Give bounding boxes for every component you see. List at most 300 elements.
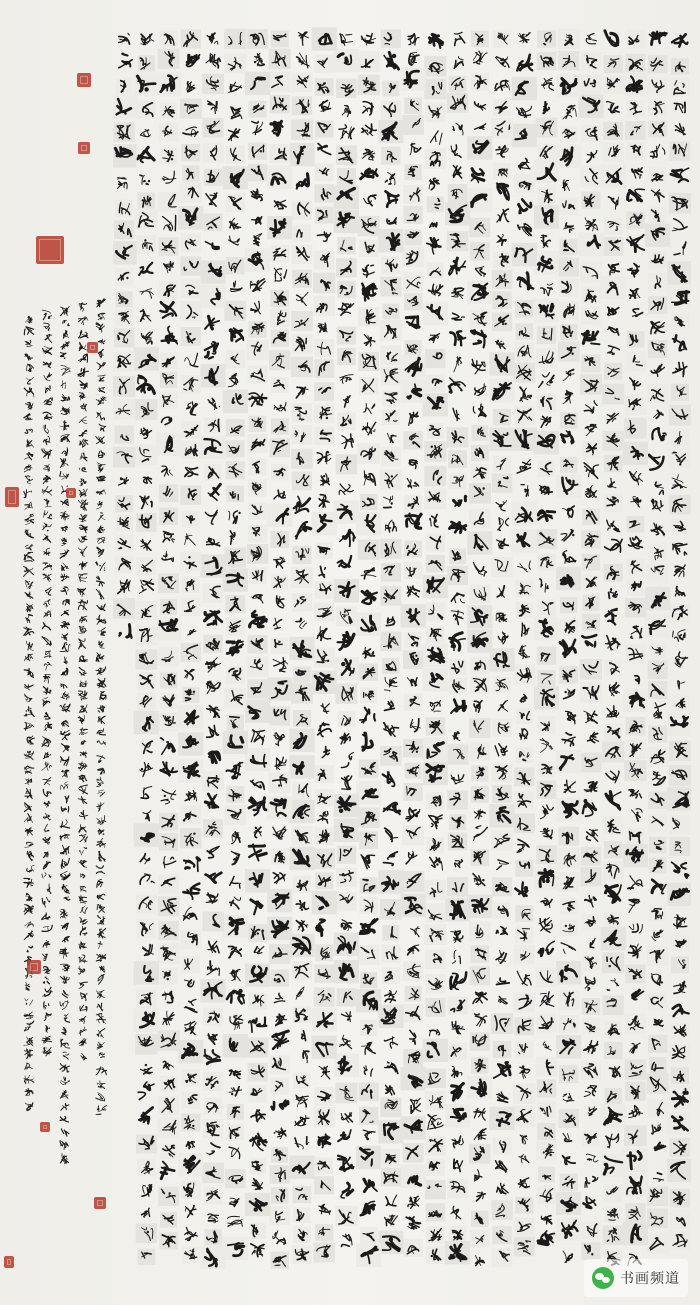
brush-glyph (61, 434, 70, 442)
brush-glyph (185, 1227, 198, 1240)
brush-glyph (163, 216, 176, 231)
text-column (401, 34, 426, 1257)
brush-glyph (43, 464, 49, 471)
text-column (289, 32, 314, 1264)
brush-glyph (360, 919, 377, 933)
brush-glyph (42, 925, 52, 931)
brush-glyph (296, 921, 307, 931)
brush-glyph (97, 476, 106, 481)
seal-top-left (77, 73, 91, 87)
brush-glyph (494, 1062, 511, 1078)
brush-glyph (475, 1170, 482, 1182)
brush-glyph (654, 410, 664, 418)
brush-glyph (296, 292, 308, 306)
brush-glyph (455, 860, 463, 868)
brush-glyph (161, 790, 176, 804)
brush-glyph (80, 926, 86, 935)
brush-glyph (79, 982, 88, 988)
brush-glyph (96, 562, 106, 571)
brush-glyph (341, 920, 351, 931)
brush-glyph (586, 829, 597, 841)
brush-glyph (62, 990, 68, 998)
brush-glyph (97, 729, 106, 735)
brush-glyph (563, 390, 573, 403)
brush-glyph (519, 159, 530, 170)
text-column (445, 32, 470, 1264)
brush-glyph (251, 189, 262, 200)
brush-glyph (25, 615, 32, 623)
brush-glyph (78, 966, 85, 974)
brush-glyph (44, 499, 51, 507)
brush-glyph (386, 617, 394, 626)
brush-glyph (249, 798, 266, 816)
text-column (200, 33, 225, 1269)
brush-glyph (25, 1103, 32, 1111)
brush-glyph (473, 404, 486, 417)
brush-glyph (79, 639, 86, 649)
brush-glyph (60, 964, 69, 971)
brush-glyph (274, 557, 286, 568)
brush-glyph (630, 378, 641, 390)
brush-glyph (276, 596, 283, 608)
brush-glyph (188, 630, 196, 636)
brush-glyph (80, 906, 87, 914)
brush-glyph (497, 539, 508, 548)
brush-glyph (540, 828, 552, 839)
brush-glyph (538, 511, 555, 520)
brush-glyph (251, 900, 262, 914)
brush-glyph (24, 552, 34, 561)
watermark-badge (584, 1259, 688, 1297)
brush-glyph (140, 130, 150, 137)
text-column (156, 31, 181, 1250)
brush-glyph (24, 905, 33, 915)
brush-glyph (673, 335, 687, 350)
brush-glyph (98, 339, 105, 344)
brush-glyph (652, 880, 666, 894)
brush-glyph (79, 574, 87, 582)
brush-glyph (473, 51, 487, 64)
brush-glyph (452, 1136, 464, 1148)
brush-glyph (143, 944, 154, 955)
brush-glyph (163, 532, 174, 543)
brush-glyph (208, 484, 220, 500)
brush-glyph (275, 757, 286, 769)
brush-glyph (629, 899, 640, 912)
brush-glyph (97, 547, 104, 557)
brush-glyph (317, 627, 331, 641)
brush-glyph (80, 1005, 87, 1011)
brush-glyph (362, 34, 376, 45)
brush-glyph (294, 496, 310, 513)
brush-glyph (497, 860, 509, 870)
brush-glyph (208, 941, 219, 953)
brush-glyph (541, 235, 551, 247)
text-column (356, 34, 381, 1267)
brush-glyph (79, 1039, 86, 1046)
brush-glyph (24, 694, 32, 701)
brush-glyph (320, 101, 331, 112)
text-column (667, 34, 691, 1250)
brush-glyph (607, 327, 618, 335)
brush-glyph (138, 1082, 154, 1100)
brush-glyph (606, 792, 621, 810)
brush-glyph (43, 599, 50, 607)
brush-glyph (519, 646, 530, 659)
brush-glyph (80, 728, 88, 735)
brush-glyph (80, 752, 87, 758)
brush-glyph (363, 647, 375, 658)
brush-glyph (609, 264, 620, 275)
brush-glyph (60, 306, 69, 315)
brush-glyph (543, 1042, 551, 1051)
brush-glyph (79, 955, 88, 963)
brush-glyph (563, 1251, 573, 1262)
brush-glyph (250, 611, 267, 627)
brush-glyph (296, 387, 308, 398)
brush-glyph (80, 616, 87, 623)
text-column (223, 29, 248, 1260)
brush-glyph (25, 530, 33, 538)
brush-glyph (98, 451, 104, 458)
brush-glyph (410, 143, 421, 155)
text-column (512, 33, 537, 1257)
brush-glyph (184, 1000, 196, 1013)
brush-glyph (187, 82, 195, 93)
brush-glyph (561, 530, 574, 541)
brush-glyph (60, 1064, 69, 1073)
brush-glyph (584, 1086, 596, 1097)
brush-glyph (62, 1028, 66, 1035)
brush-glyph (628, 264, 639, 277)
brush-glyph (673, 362, 687, 376)
brush-glyph (61, 923, 69, 930)
brush-glyph (96, 589, 104, 599)
brush-glyph (475, 124, 486, 130)
brush-glyph (631, 990, 643, 999)
brush-glyph (80, 834, 88, 842)
brush-glyph (60, 1116, 69, 1122)
brush-glyph (79, 439, 88, 447)
brush-glyph (208, 1034, 217, 1045)
brush-glyph (540, 486, 553, 495)
brush-glyph (79, 536, 88, 542)
brush-glyph (586, 34, 596, 44)
brush-glyph (98, 790, 105, 796)
text-column (601, 31, 626, 1268)
brush-glyph (230, 876, 240, 888)
brush-glyph (207, 725, 219, 737)
brush-glyph (79, 1027, 86, 1036)
brush-glyph (585, 895, 596, 907)
text-column (534, 30, 559, 1244)
brush-glyph (629, 790, 641, 798)
brush-glyph (475, 384, 486, 396)
brush-glyph (652, 930, 663, 940)
brush-glyph (79, 668, 86, 676)
brush-glyph (274, 618, 282, 629)
brush-glyph (25, 340, 32, 346)
brush-glyph (205, 510, 217, 524)
brush-glyph (43, 778, 51, 785)
brush-glyph (61, 1154, 69, 1164)
brush-glyph (520, 387, 532, 401)
brush-glyph (27, 866, 35, 873)
brush-glyph (81, 741, 86, 745)
brush-glyph (24, 627, 34, 635)
brush-glyph (585, 977, 595, 990)
brush-glyph (496, 1092, 508, 1102)
postscript-column (24, 316, 35, 1110)
brush-glyph (24, 751, 34, 760)
brush-glyph (207, 681, 220, 694)
brush-glyph (451, 593, 464, 603)
brush-glyph (25, 354, 33, 360)
brush-glyph (78, 368, 89, 377)
brush-glyph (362, 1042, 376, 1054)
brush-glyph (230, 897, 241, 909)
brush-glyph (78, 715, 84, 724)
brush-glyph (318, 144, 331, 155)
brush-glyph (563, 1133, 571, 1141)
brush-glyph (563, 1093, 574, 1102)
brush-glyph (673, 544, 687, 555)
brush-glyph (584, 1197, 596, 1208)
brush-glyph (44, 436, 50, 445)
brush-glyph (585, 486, 596, 498)
brush-glyph (60, 550, 68, 559)
brush-glyph (475, 266, 485, 276)
brush-glyph (296, 987, 304, 999)
brush-glyph (319, 1204, 330, 1214)
brush-glyph (80, 479, 86, 486)
brush-glyph (98, 375, 106, 381)
brush-glyph (339, 1035, 351, 1048)
brush-glyph (162, 327, 178, 344)
brush-glyph (338, 556, 352, 567)
brush-glyph (561, 431, 574, 444)
brush-glyph (44, 398, 52, 405)
brush-glyph (363, 733, 372, 751)
postscript-inscription (20, 295, 110, 1235)
brush-glyph (454, 357, 462, 372)
brush-glyph (62, 320, 69, 325)
brush-glyph (60, 407, 69, 414)
brush-glyph (519, 199, 531, 213)
brush-glyph (46, 1026, 50, 1033)
brush-glyph (206, 658, 221, 672)
brush-glyph (44, 824, 49, 832)
brush-glyph (409, 53, 419, 65)
brush-glyph (386, 191, 399, 206)
brush-glyph (361, 124, 376, 136)
text-column (267, 31, 292, 1269)
brush-glyph (250, 279, 265, 291)
brush-glyph (42, 637, 51, 646)
brush-glyph (61, 526, 68, 531)
brush-glyph (273, 827, 286, 839)
brush-glyph (609, 588, 618, 598)
seal-left-2 (87, 342, 98, 353)
brush-glyph (98, 513, 105, 521)
brush-glyph (273, 1031, 288, 1049)
brush-glyph (586, 1154, 598, 1162)
brush-glyph (363, 150, 375, 161)
brush-glyph (183, 127, 198, 137)
brush-glyph (25, 475, 33, 484)
brush-glyph (207, 846, 219, 857)
brush-glyph (453, 950, 461, 963)
brush-glyph (631, 497, 641, 508)
brush-glyph (80, 874, 85, 879)
brush-glyph (161, 302, 177, 318)
brush-glyph (517, 460, 530, 474)
brush-glyph (254, 234, 262, 246)
brush-glyph (635, 676, 639, 684)
brush-glyph (472, 359, 485, 373)
brush-glyph (24, 414, 32, 420)
brush-glyph (24, 388, 34, 398)
text-column (312, 27, 337, 1262)
brush-glyph (451, 611, 464, 625)
brush-glyph (183, 907, 197, 920)
brush-glyph (472, 331, 486, 348)
brush-glyph (563, 1156, 576, 1165)
brush-glyph (79, 468, 86, 472)
brush-glyph (47, 884, 51, 894)
brush-glyph (79, 762, 88, 771)
brush-glyph (208, 1214, 219, 1223)
brush-glyph (651, 365, 664, 377)
brush-glyph (78, 546, 87, 556)
brush-glyph (62, 937, 69, 942)
brush-glyph (540, 579, 548, 592)
brush-glyph (384, 496, 393, 508)
brush-glyph (27, 364, 34, 372)
brush-glyph (518, 33, 530, 44)
brush-glyph (629, 1106, 643, 1118)
brush-glyph (118, 33, 129, 44)
brush-glyph (96, 667, 106, 675)
brush-glyph (406, 1217, 420, 1229)
brush-glyph (520, 729, 528, 740)
brush-glyph (61, 782, 69, 790)
brush-glyph (185, 980, 195, 987)
brush-glyph (64, 657, 68, 664)
brush-glyph (79, 785, 88, 794)
brush-glyph (27, 377, 34, 384)
brush-glyph (607, 101, 619, 112)
brush-glyph (450, 972, 466, 989)
brush-glyph (185, 791, 196, 802)
brush-glyph (61, 574, 69, 581)
brush-glyph (675, 124, 685, 135)
brush-glyph (97, 838, 106, 847)
brush-glyph (672, 34, 688, 46)
brush-glyph (140, 496, 152, 508)
brush-glyph (43, 563, 52, 570)
brush-glyph (273, 1231, 286, 1244)
brush-glyph (607, 414, 619, 424)
brush-glyph (98, 313, 105, 320)
brush-glyph (428, 1115, 443, 1130)
brush-glyph (78, 600, 87, 610)
brush-glyph (96, 1093, 105, 1102)
brush-glyph (386, 1085, 395, 1095)
brush-glyph (608, 478, 616, 488)
brush-glyph (587, 151, 597, 163)
brush-glyph (520, 1135, 527, 1144)
brush-glyph (450, 522, 466, 533)
brush-glyph (44, 611, 51, 617)
brush-glyph (161, 738, 176, 754)
text-column (489, 30, 514, 1267)
brush-glyph (80, 453, 87, 461)
brush-glyph (652, 1124, 661, 1134)
brush-glyph (273, 658, 288, 672)
brush-glyph (163, 992, 173, 1003)
brush-glyph (61, 721, 68, 727)
brush-glyph (406, 851, 417, 864)
brush-glyph (61, 668, 68, 675)
brush-glyph (276, 1014, 287, 1026)
brush-glyph (606, 609, 617, 625)
brush-glyph (254, 827, 261, 838)
brush-glyph (25, 828, 32, 836)
brush-glyph (61, 622, 70, 629)
brush-glyph (630, 1043, 640, 1053)
brush-glyph (386, 1195, 397, 1206)
brush-glyph (318, 723, 332, 737)
brush-glyph (25, 514, 34, 524)
brush-glyph (142, 741, 152, 753)
brush-glyph (674, 915, 687, 928)
brush-glyph (60, 353, 66, 359)
brush-glyph (45, 386, 50, 393)
brush-glyph (451, 700, 466, 713)
brush-glyph (43, 813, 50, 820)
brush-glyph (99, 388, 105, 393)
brush-glyph (25, 654, 33, 661)
brush-glyph (608, 346, 620, 355)
brush-glyph (24, 707, 34, 717)
brush-glyph (65, 796, 69, 803)
brush-glyph (64, 897, 70, 900)
brush-glyph (44, 722, 52, 730)
brush-glyph (162, 466, 173, 476)
brush-glyph (61, 563, 68, 571)
brush-glyph (387, 218, 396, 224)
brush-glyph (606, 885, 622, 903)
brush-glyph (24, 814, 32, 823)
brush-glyph (27, 946, 33, 952)
seal-left-1 (78, 142, 90, 154)
brush-glyph (607, 706, 619, 717)
brush-glyph (79, 393, 85, 401)
brush-glyph (97, 803, 104, 811)
brush-glyph (228, 1216, 243, 1226)
brush-glyph (96, 490, 105, 495)
brush-glyph (498, 632, 508, 644)
brush-glyph (97, 501, 103, 509)
brush-glyph (42, 1036, 52, 1043)
brush-glyph (274, 403, 286, 412)
brush-glyph (43, 511, 51, 520)
brush-glyph (96, 866, 104, 874)
brush-glyph (97, 741, 105, 745)
brush-glyph (97, 990, 105, 998)
brush-glyph (24, 1037, 33, 1046)
